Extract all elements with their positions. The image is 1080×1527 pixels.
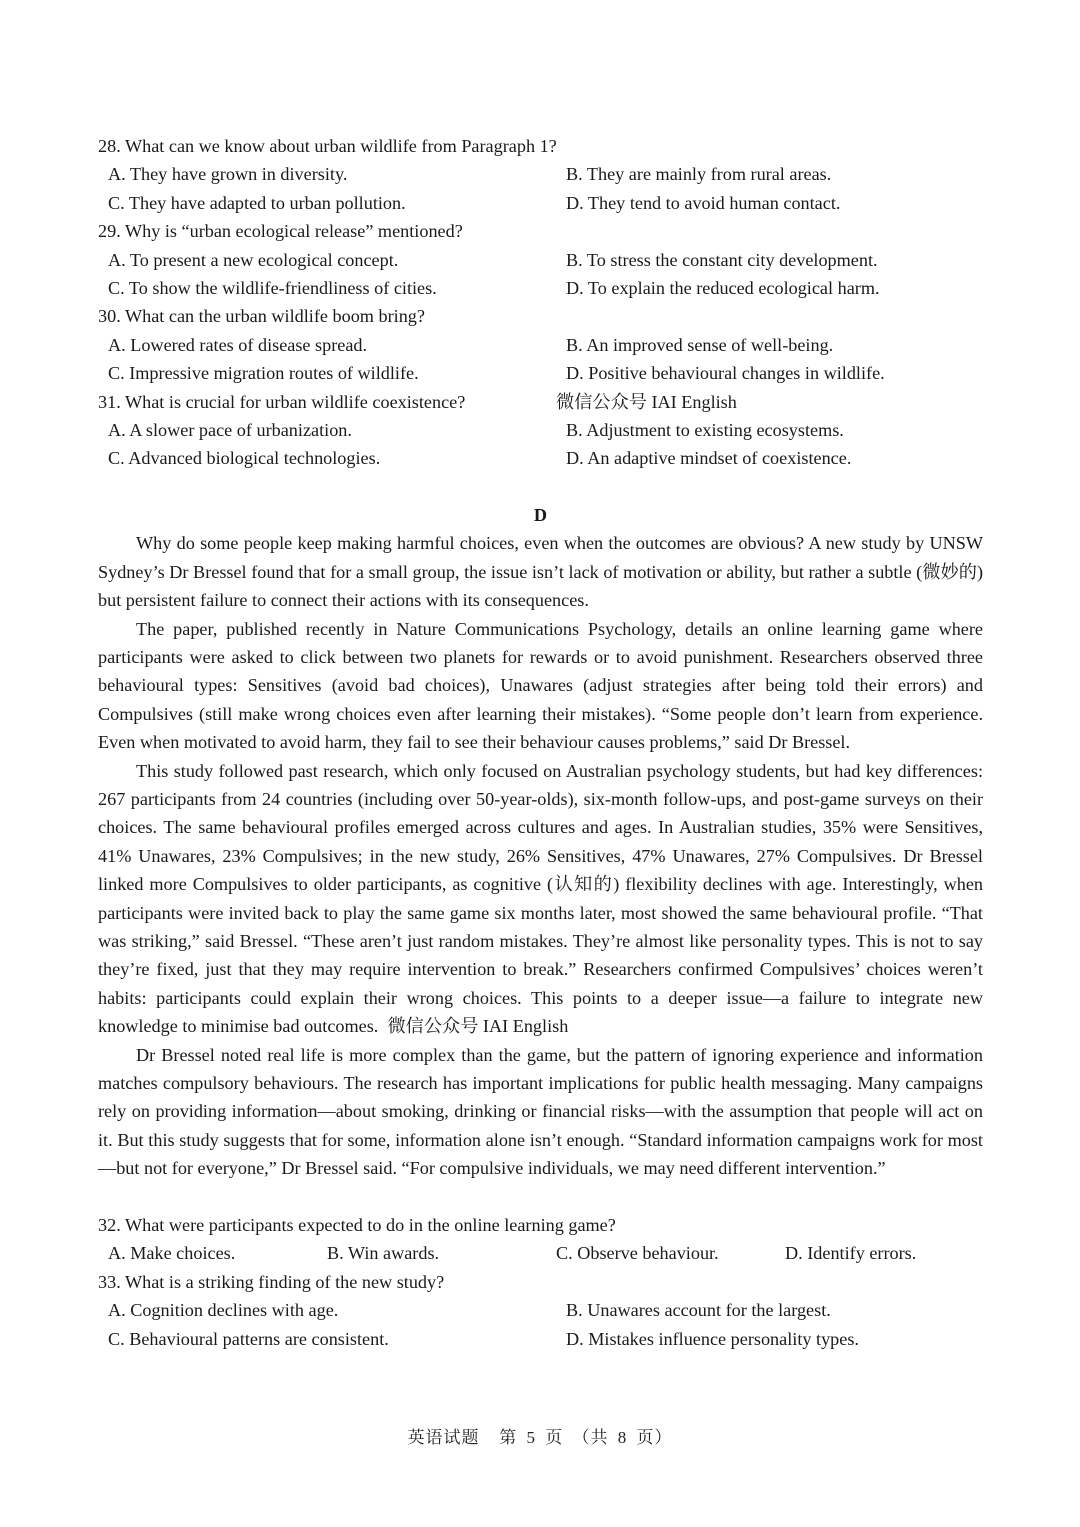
options-row: [98, 1325, 983, 1353]
question-28: [98, 132, 983, 160]
footer-subject: 英语试题: [407, 1428, 480, 1447]
page-footer: [0, 1423, 1080, 1448]
option-d: D. To explain the reduced ecological harm.: [566, 278, 880, 299]
footer-page-suffix: 页: [545, 1428, 564, 1447]
option-b: B. To stress the constant city development.: [566, 249, 878, 270]
options-row: [98, 1296, 983, 1324]
footer-total-pages: 8: [617, 1428, 628, 1447]
option-a: A. Cognition declines with age.: [108, 1300, 339, 1321]
option-d: D. Mistakes influence personality types.: [566, 1328, 859, 1349]
option-d: D. Positive behavioural changes in wildlife.: [566, 363, 885, 384]
option-a: A. They have grown in diversity.: [108, 164, 348, 185]
option-d: D. Identify errors.: [785, 1243, 917, 1264]
footer-page-prefix: 第: [499, 1428, 518, 1447]
passage-paragraph-2: The paper, published recently in Nature Communications Psychology, details an online learning game where participants were asked to click between two planets for rewards or to avoid punishment. Researchers observed three behavioural types: Sensitives (avoid bad choices), Unawares (adjust strategies after being told their errors) and Compulsives (still make wrong choices even after learning their mistakes). “Some people don’t learn from experience. Even when motivated to avoid harm, they fail to see their behaviour causes problems,” said Dr Bressel.: [98, 618, 983, 753]
footer-page-number: 5: [526, 1428, 536, 1447]
options-row: [98, 189, 983, 217]
question-29: [98, 217, 983, 245]
question-stem: What is a striking finding of the new study?: [124, 1271, 445, 1292]
option-b: B. An improved sense of well-being.: [566, 334, 834, 355]
question-number: 33.: [98, 1271, 121, 1292]
option-a: A. A slower pace of urbanization.: [108, 420, 352, 441]
option-b: B. Unawares account for the largest.: [566, 1300, 831, 1321]
options-row: [98, 246, 983, 274]
question-stem: What were participants expected to do in the online learning game?: [124, 1215, 616, 1236]
options-row: [98, 274, 983, 302]
options-row: [98, 444, 983, 472]
option-d: D. They tend to avoid human contact.: [566, 192, 841, 213]
options-row: [98, 1239, 983, 1267]
question-number: 30.: [98, 306, 121, 327]
option-b: B. They are mainly from rural areas.: [566, 164, 832, 185]
options-row: [98, 331, 983, 359]
option-b: B. Win awards.: [327, 1243, 440, 1264]
watermark-text: 微信公众号 IAI English: [387, 1016, 569, 1037]
spacer: [98, 1183, 983, 1211]
question-31: [98, 388, 983, 416]
option-c: C. They have adapted to urban pollution.: [108, 192, 406, 213]
options-row: [98, 359, 983, 387]
question-31-stem-line: [98, 388, 546, 416]
option-b: B. Adjustment to existing ecosystems.: [566, 420, 844, 441]
passage-paragraph-4: Dr Bressel noted real life is more complex than the game, but the pattern of ignoring experience and information matches compulsory behaviours. The research has important implications for public health messaging. Many campaigns rely on providing information—about smoking, drinking or financial risks—with the assumption that people will act on it. But this study suggests that for some, information alone isn’t enough. “Standard information campaigns work for most—but not for everyone,” Dr Bressel said. “For compulsive individuals, we may need different intervention.”: [98, 1044, 983, 1179]
question-number: 28.: [98, 136, 121, 156]
option-c: C. Observe behaviour.: [556, 1243, 719, 1264]
footer-total-close: 页）: [636, 1428, 673, 1447]
section-heading: D: [533, 504, 548, 525]
question-32: [98, 1211, 983, 1239]
question-30: [98, 302, 983, 330]
options-row: [98, 160, 983, 188]
option-a: A. To present a new ecological concept.: [108, 249, 399, 270]
option-d: D. An adaptive mindset of coexistence.: [566, 448, 852, 469]
option-a: A. Lowered rates of disease spread.: [108, 334, 368, 355]
passage-paragraph-3: [98, 757, 983, 1041]
passage-paragraph-3-text: This study followed past research, which only focused on Australian psychology students, but had key differences: 267 participants from 24 countries (including over 50-year-olds), six-month follow-ups, and post-game surveys on their choices. The same behavioural profiles emerged across cultures and ages. In Australian studies, 35% were Sensitives, 41% Unawares, 23% Compulsives; in the new study, 26% Sensitives, 47% Unawares, 27% Compulsives. Dr Bressel linked more Compulsives to older participants, as cognitive (认知的) flexibility declines with age. Interestingly, when participants were invited back to play the same game six months later, most showed the same behavioural profile. “That was striking,” said Bressel. “These aren’t just random mistakes. They’re almost like personality types. This is not to say they’re fixed, just that they may require intervention to break.” Researchers confirmed Compulsives’ choices weren’t habits: participants could explain their wrong choices. This points to a deeper issue—a failure to integrate new knowledge to minimise bad outcomes.: [98, 760, 983, 1037]
question-number: 31.: [98, 391, 121, 412]
footer-total-open: （共: [572, 1428, 609, 1447]
exam-page: [98, 132, 983, 1353]
options-row: [98, 416, 983, 444]
option-a: A. Make choices.: [108, 1243, 236, 1264]
option-c: C. Advanced biological technologies.: [108, 448, 381, 469]
option-c: C. Behavioural patterns are consistent.: [108, 1328, 389, 1349]
watermark-text: 微信公众号 IAI English: [556, 391, 737, 412]
option-c: C. To show the wildlife-friendliness of cities.: [108, 278, 437, 299]
option-c: C. Impressive migration routes of wildlife.: [108, 363, 419, 384]
question-stem: What is crucial for urban wildlife coexistence?: [124, 391, 466, 412]
question-stem: Why is “urban ecological release” mentioned?: [124, 221, 463, 242]
question-33: [98, 1268, 983, 1296]
passage-paragraph-1: Why do some people keep making harmful choices, even when the outcomes are obvious? A new study by UNSW Sydney’s Dr Bressel found that for a small group, the issue isn’t lack of motivation or ability, but rather a subtle (微妙的) but persistent failure to connect their actions with its consequences.: [98, 533, 983, 611]
question-stem: What can we know about urban wildlife from Paragraph 1?: [124, 136, 557, 156]
question-number: 32.: [98, 1215, 121, 1236]
question-number: 29.: [98, 221, 121, 242]
question-stem: What can the urban wildlife boom bring?: [124, 306, 425, 327]
